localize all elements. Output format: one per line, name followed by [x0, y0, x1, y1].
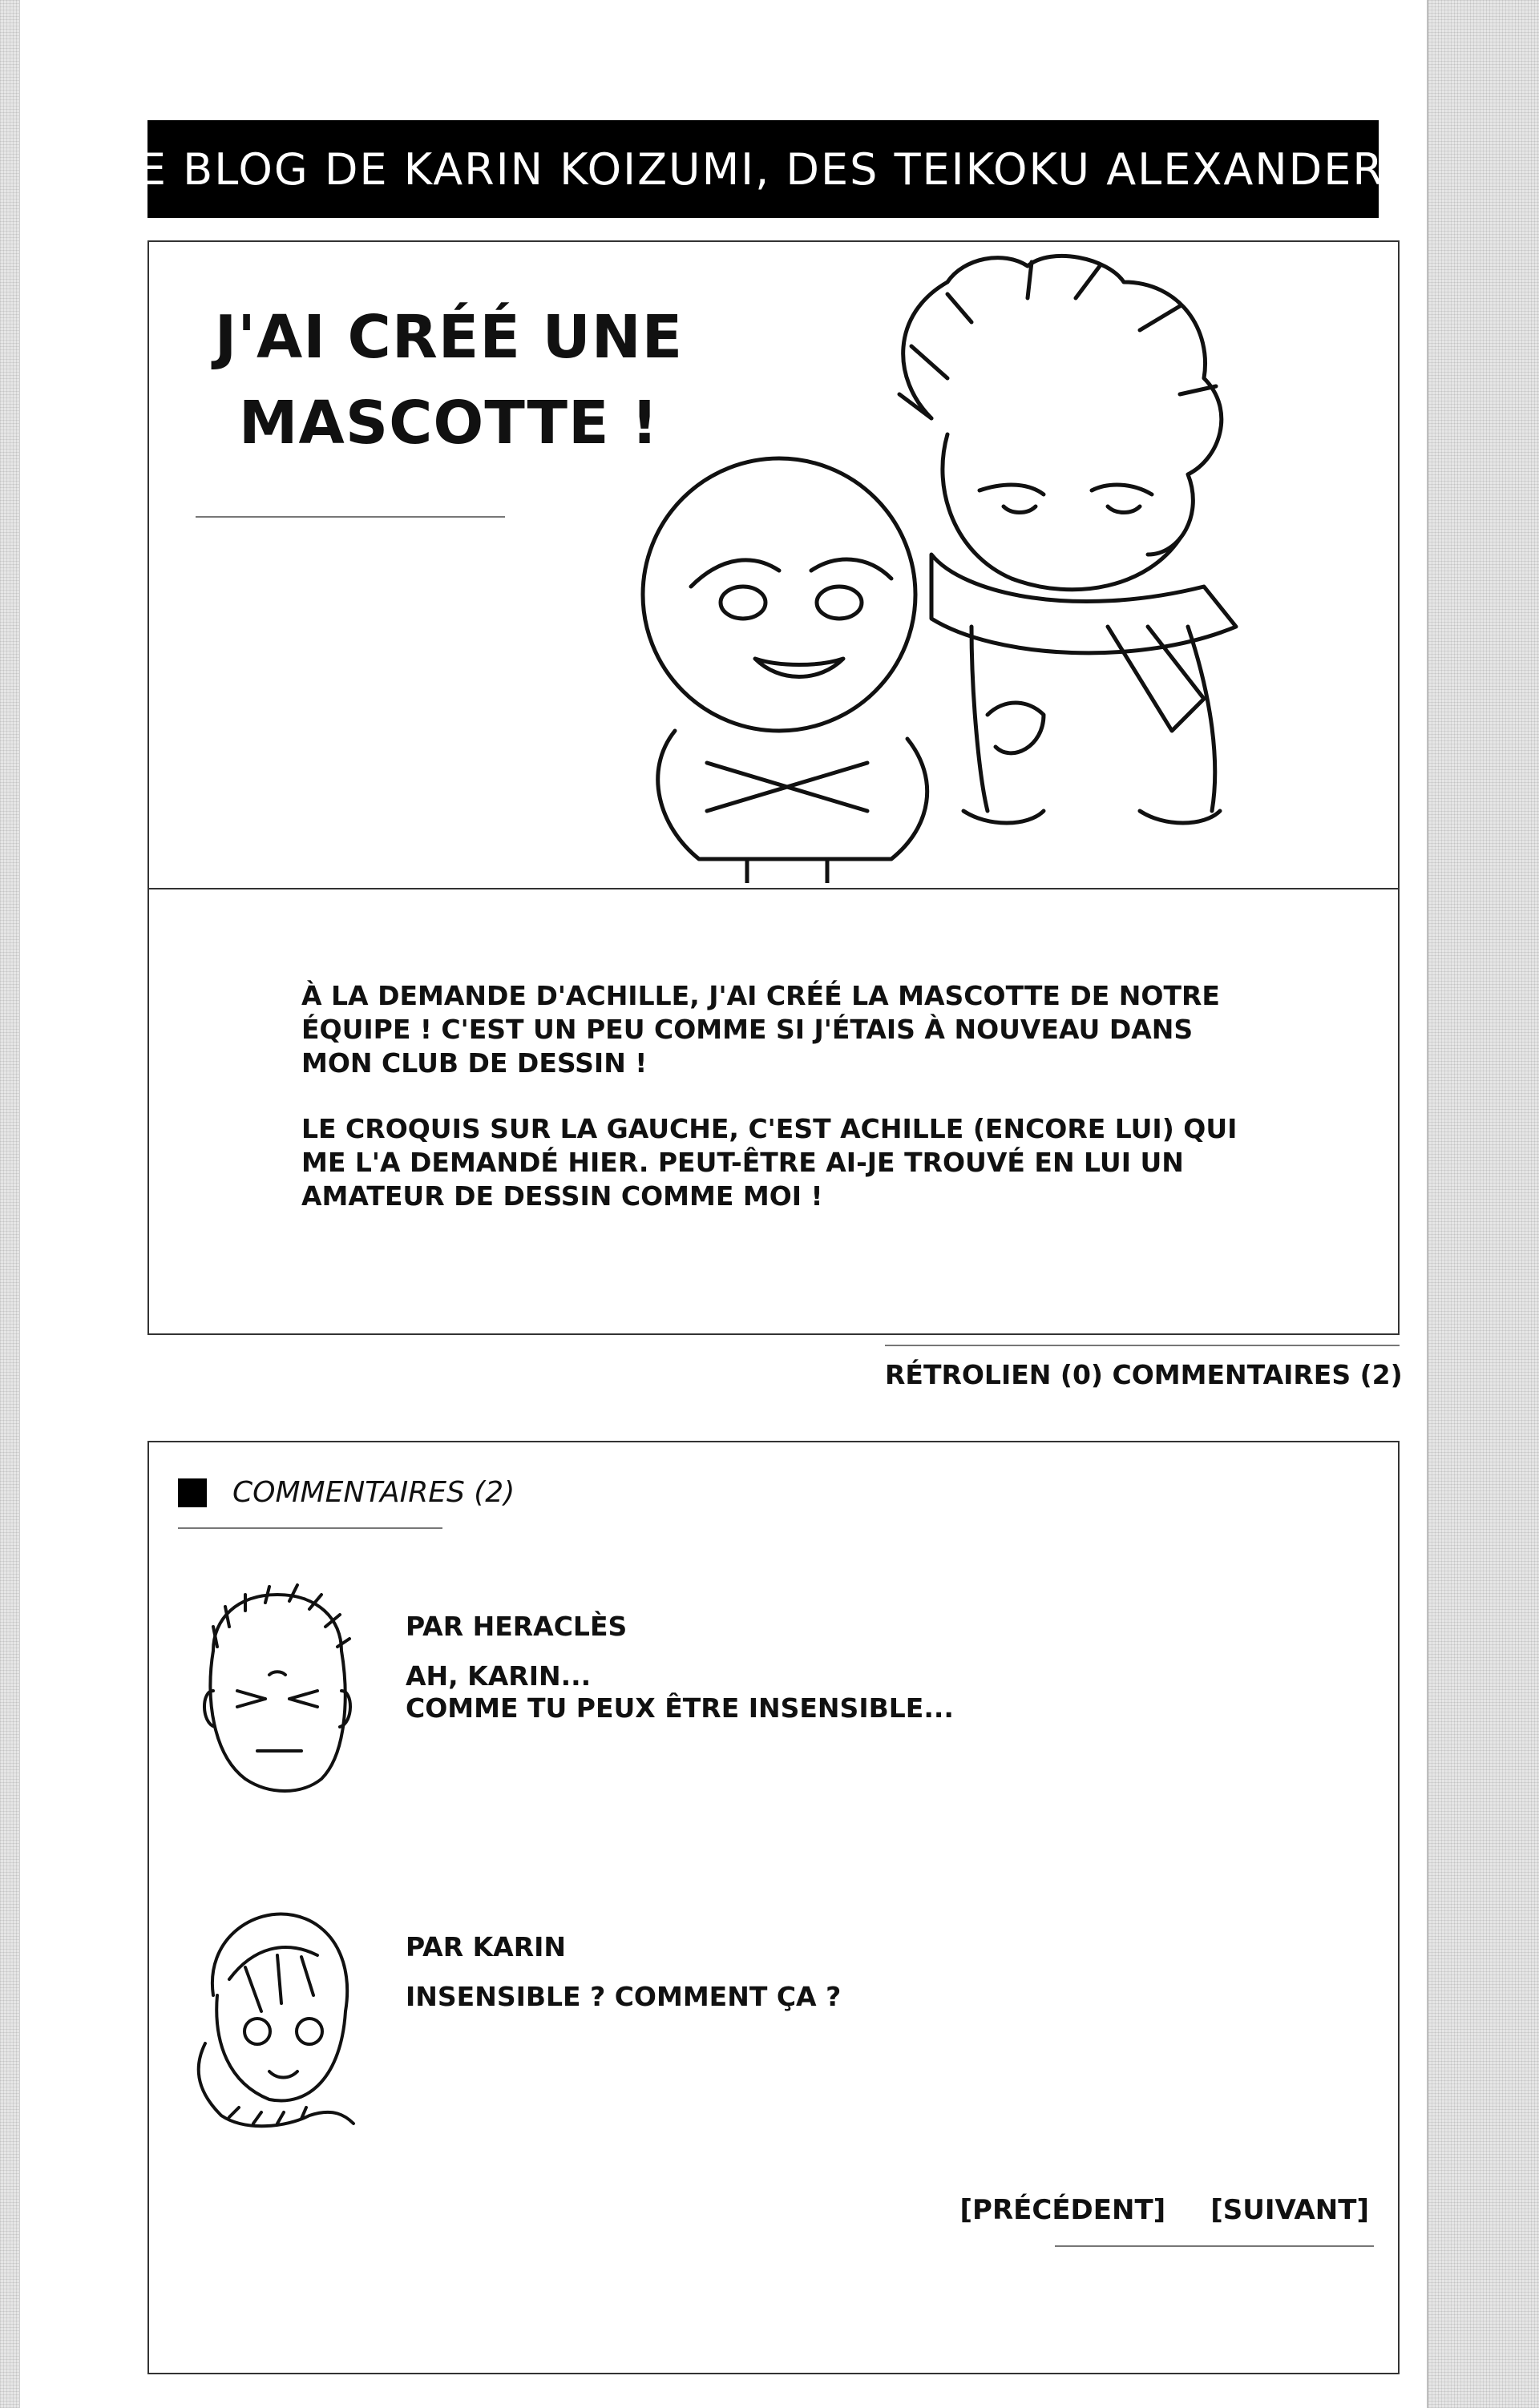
avatar-karin	[181, 1891, 374, 2132]
comments-link[interactable]: COMMENTAIRES (2)	[1112, 1359, 1403, 1390]
post-title-line-2: MASCOTTE !	[238, 389, 660, 458]
post-title-underline	[196, 516, 505, 518]
mascot-illustration	[627, 250, 1412, 883]
comments-section	[147, 1441, 1400, 2374]
comment-author: PAR HERACLÈS	[406, 1611, 628, 1642]
comment-author: PAR KARIN	[406, 1931, 567, 1962]
trackback-link[interactable]: RÉTROLIEN (0)	[885, 1359, 1104, 1390]
bald-mascot-figure	[643, 458, 927, 883]
pagination	[960, 2194, 1369, 2226]
previous-link[interactable]: [PRÉCÉDENT]	[959, 2194, 1166, 2226]
post-footer	[885, 1359, 1403, 1390]
next-link[interactable]: [SUIVANT]	[1210, 2194, 1369, 2226]
avatar-heracles	[181, 1571, 374, 1811]
blog-post	[147, 240, 1400, 1335]
post-body	[301, 979, 1295, 1245]
comment-item	[181, 1571, 1351, 1835]
comments-heading-rule	[178, 1527, 442, 1529]
comments-heading	[178, 1476, 515, 1509]
comment-item	[181, 1891, 1351, 2156]
post-paragraph-2: LE CROQUIS SUR LA GAUCHE, C'EST ACHILLE (ENCORE LUI) QUI ME L'A DEMANDÉ HIER. PEUT-ÊTRE AI-JE TROUVÉ EN LUI UN AMATEUR DE DESSIN COMME MOI !	[301, 1113, 1238, 1212]
comments-heading-label: COMMENTAIRES (2)	[232, 1476, 515, 1509]
blog-header	[112, 120, 1414, 218]
comment-text: AH, KARIN... COMME TU PEUX ÊTRE INSENSIBLE...	[406, 1660, 954, 1724]
post-footer-rule	[885, 1345, 1400, 1346]
left-page-margin	[0, 0, 20, 2408]
blog-title: LE BLOG DE KARIN KOIZUMI, DES TEIKOKU ALEXANDERS	[112, 143, 1414, 195]
post-title-line-1: J'AI CRÉÉ UNE	[214, 303, 684, 372]
pagination-rule	[1055, 2245, 1374, 2247]
right-page-margin	[1427, 0, 1539, 2408]
spiky-hair-mascot-figure	[899, 256, 1236, 823]
square-bullet-icon	[178, 1478, 207, 1507]
comment-text: INSENSIBLE ? COMMENT ÇA ?	[406, 1981, 842, 2012]
post-divider	[149, 888, 1398, 889]
post-paragraph-1: À LA DEMANDE D'ACHILLE, J'AI CRÉÉ LA MASCOTTE DE NOTRE ÉQUIPE ! C'EST UN PEU COMME SI J'ÉTAIS À NOUVEAU DANS MON CLUB DE DESSIN !	[301, 980, 1220, 1079]
